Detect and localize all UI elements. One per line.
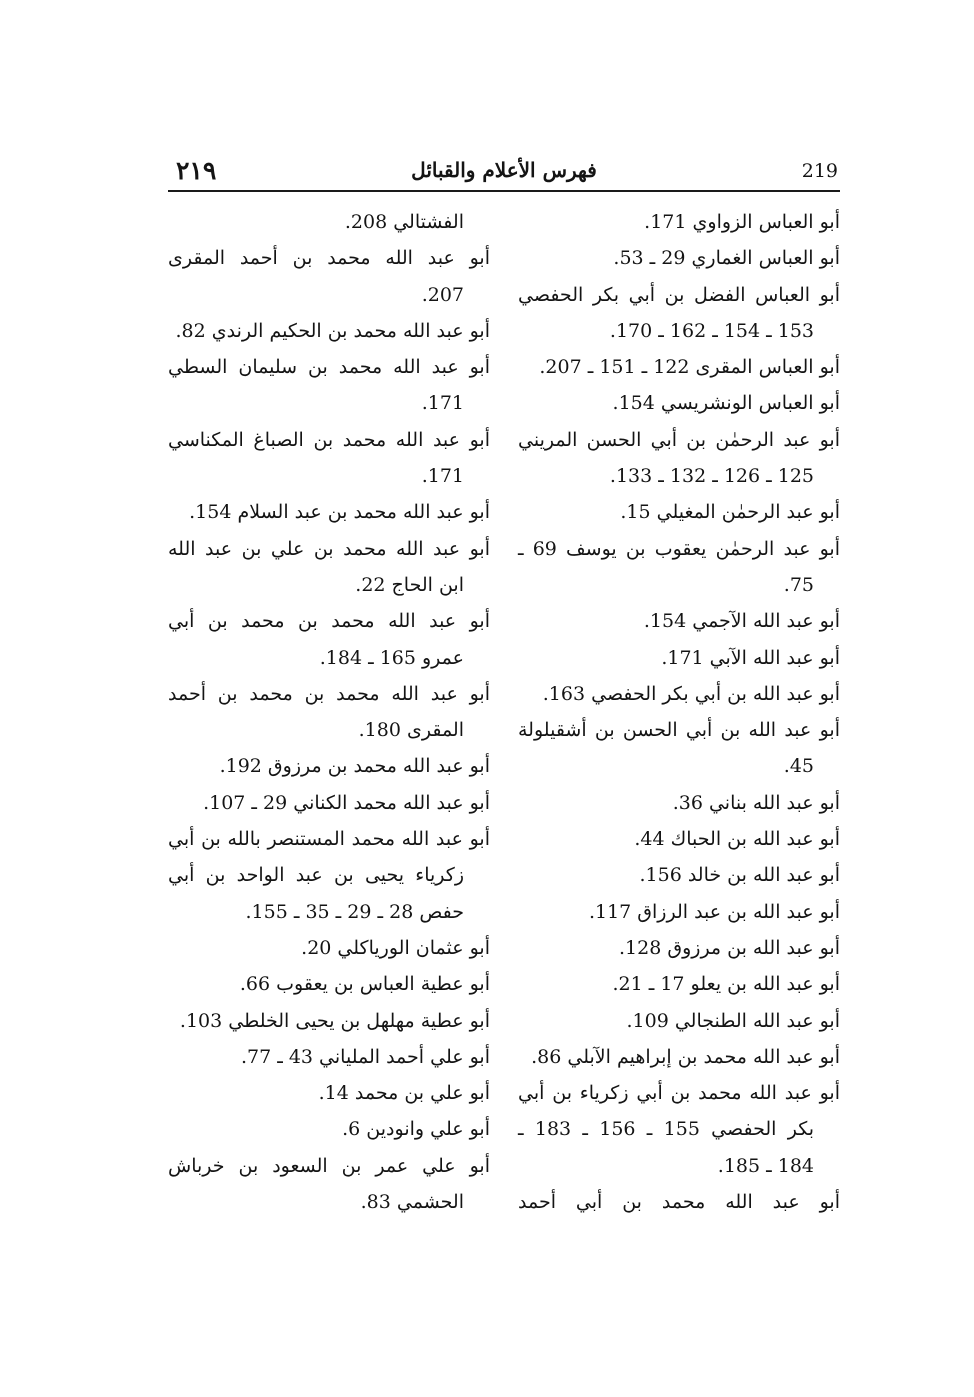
index-entry-line: أبو العباس الفضل بن أبي بكر الحفصي bbox=[518, 283, 840, 306]
index-entry-line: أبو عبد الله بن عبد الرزاق 117. bbox=[588, 900, 840, 923]
index-entry-line: بكر الحفصي 155 ـ 156 ـ 183 ـ bbox=[518, 1118, 814, 1141]
index-entry-line: أبو عبد الله محمد بن محمد بن أبي bbox=[168, 610, 490, 633]
index-entry-line: أبو العباس الزواوي 171. bbox=[644, 211, 840, 233]
index-entry-line: أبو عبد الله بن أبي الحسن بن أشقيلولة bbox=[518, 719, 840, 742]
index-entry-line: أبو عبد الرحمٰن بن أبي الحسن المريني bbox=[518, 428, 840, 451]
index-entry-line: الفشتالي 208. bbox=[344, 211, 464, 233]
index-entry-line: أبو عبد الله محمد بن مرزوق 192. bbox=[219, 755, 490, 778]
index-entry-line: أبو عبد الله بن الحباك 44. bbox=[634, 828, 840, 851]
index-entry-line: حفص 28 ـ 29 ـ 35 ـ 155. bbox=[245, 900, 464, 923]
index-entry-line: أبو عطية مهلهل بن يحيى الخلطي 103. bbox=[179, 1009, 490, 1032]
index-entry-line: 75. bbox=[783, 573, 814, 596]
index-column-left bbox=[168, 204, 490, 1220]
index-entry-line: أبو عبد الرحمٰن المغيلي 15. bbox=[620, 501, 840, 524]
index-entry-line: أبو عبد الله الآجمي 154. bbox=[643, 610, 840, 633]
index-entry-line: أبو علي بن محمد 14. bbox=[318, 1082, 490, 1105]
index-entry-line: أبو عبد الله بن أبي بكر الحفصي 163. bbox=[542, 682, 840, 705]
index-entry-line: أبو العباس المقرى 122 ـ 151 ـ 207. bbox=[539, 356, 840, 379]
index-entry-line: أبو عبد الله الطنجالي 109. bbox=[626, 1009, 840, 1032]
running-header bbox=[168, 150, 840, 192]
index-entry-line: عمرو 165 ـ 184. bbox=[319, 646, 464, 669]
index-entry-line: ابن الحاج 22. bbox=[355, 573, 464, 596]
index-entry-line: أبو عبد الرحمٰن يعقوب بن يوسف 69 ـ bbox=[518, 537, 841, 560]
index-entry-line: أبو علي عمر بن السعود بن خرباش bbox=[168, 1154, 490, 1177]
index-entry-line: الحشمي 83. bbox=[360, 1191, 464, 1214]
index-entry-line: أبو عبد الله محمد بن محمد بن أحمد bbox=[168, 682, 490, 705]
index-entry-line: أبو عبد الله محمد بن الصباغ المكناسي bbox=[168, 428, 490, 451]
index-entry-line: 125 ـ 126 ـ 132 ـ 133. bbox=[609, 465, 814, 488]
index-entry-line: أبو عبد الله بن مرزوق 128. bbox=[619, 936, 840, 959]
index-entry-line: أبو علي وانودين 6. bbox=[342, 1118, 490, 1141]
index-entry-line: أبو عبد الله محمد بن سليمان السطي bbox=[168, 356, 490, 379]
index-entry-line: 184 ـ 185. bbox=[717, 1154, 814, 1177]
index-entry-line: أبو عبد الله محمد بن عبد السلام 154. bbox=[189, 501, 490, 524]
index-entry-line: أبو عبد الله محمد بن علي بن عبد الله bbox=[168, 537, 490, 560]
index-entry-line: 171. bbox=[421, 465, 464, 488]
index-entry-line: 207. bbox=[421, 283, 464, 306]
index-entry-line: 153 ـ 154 ـ 162 ـ 170. bbox=[609, 319, 814, 342]
index-entry-line: أبو العباس الغماري 29 ـ 53. bbox=[613, 247, 840, 270]
page-number-arabic: ٢١٩ bbox=[176, 156, 217, 185]
index-entry-line: أبو عثمان الورياكلي 20. bbox=[301, 936, 490, 959]
index-entry-line: أبو عبد الله محمد بن أحمد المقرى bbox=[168, 247, 490, 270]
index-entry-line: 45. bbox=[783, 755, 814, 778]
index-entry-line: أبو عبد الله محمد بن إبراهيم الآبلي 86. bbox=[531, 1045, 840, 1068]
index-entry-line: أبو عطية العباس بن يعقوب 66. bbox=[239, 973, 490, 996]
index-entry-line: أبو علي أحمد الملياني 43 ـ 77. bbox=[240, 1045, 490, 1068]
index-entry-line: أبو عبد الله بن يعلو 17 ـ 21. bbox=[612, 973, 840, 996]
index-entry-line: أبو عبد الله محمد الكناني 29 ـ 107. bbox=[203, 791, 490, 814]
index-entry-line: أبو عبد الله بن خالد 156. bbox=[639, 864, 840, 887]
index-entry-line: أبو عبد الله محمد بن أبي زكرياء بن أبي bbox=[518, 1082, 840, 1105]
index-entry-line: زكرياء يحيى بن عبد الواحد بن أبي bbox=[168, 864, 464, 887]
index-entry-line: المقرى 180. bbox=[358, 719, 464, 742]
index-entry-line: أبو عبد الله الآبي 171. bbox=[661, 646, 840, 669]
index-entry-line: 171. bbox=[421, 392, 464, 415]
index-column-right bbox=[518, 204, 840, 1220]
index-entry-line: أبو عبد الله محمد المستنصر بالله بن أبي bbox=[168, 828, 490, 851]
index-entry-line: أبو عبد الله بناني 36. bbox=[672, 791, 840, 814]
index-entry-line: أبو العباس الونشريسي 154. bbox=[612, 392, 840, 415]
header-title: فهرس الأعلام والقبائل bbox=[411, 158, 597, 182]
index-entry-line: أبو عبد الله محمد بن الحكيم الرندي 82. bbox=[175, 319, 490, 342]
page-number-latin: 219 bbox=[801, 160, 838, 182]
index-entry-line: أبو عبد الله محمد بن أبي أحمد bbox=[518, 1191, 840, 1214]
